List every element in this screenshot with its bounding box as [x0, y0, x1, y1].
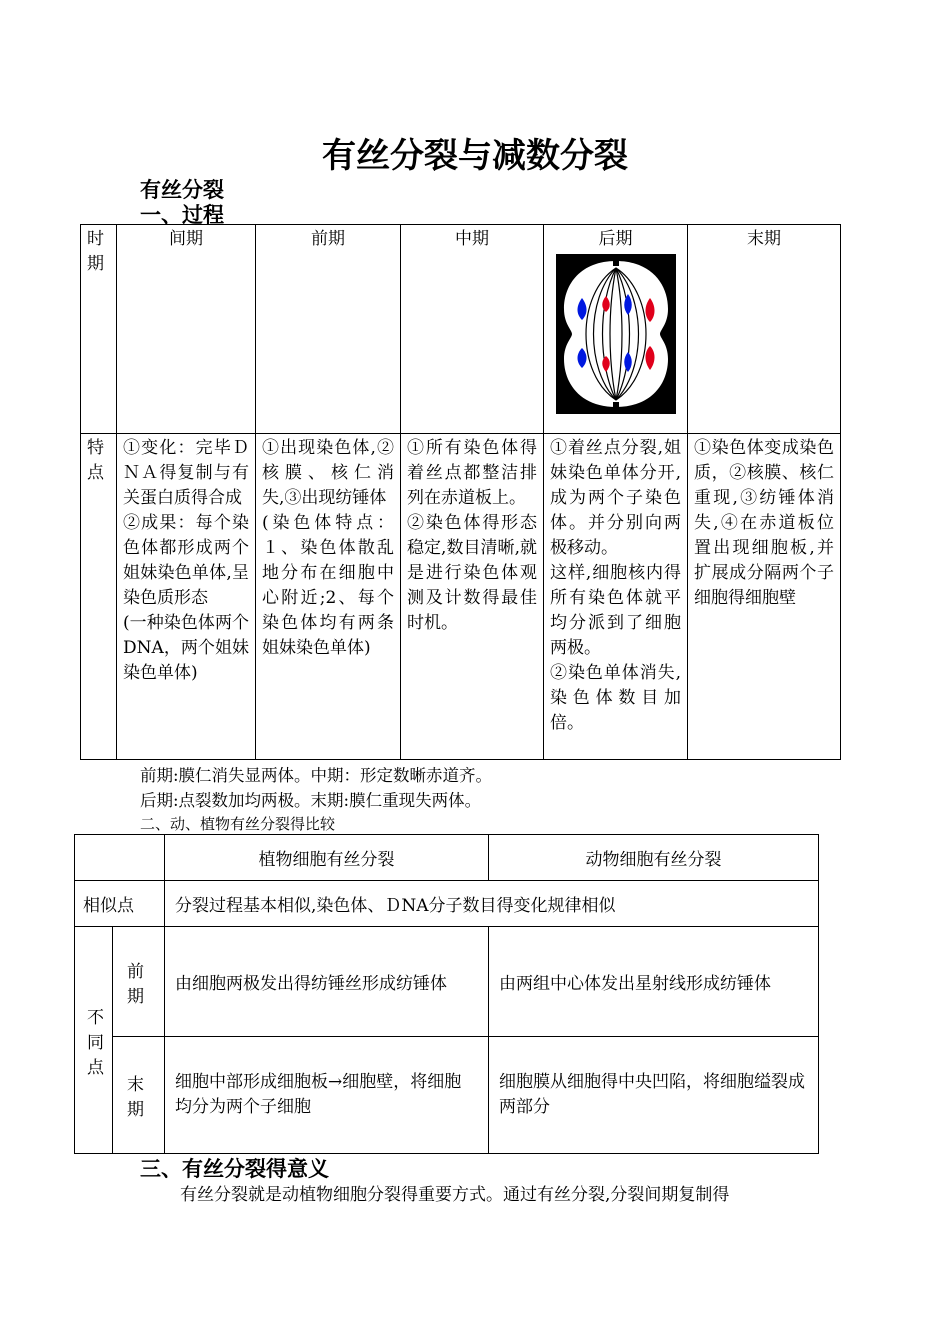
page-title: 有丝分裂与减数分裂 [322, 136, 628, 176]
features-anaphase: ①着丝点分裂,姐妹染色单体分开,成为两个子染色体。并分别向两极移动。 这样,细胞核内得所有染色体就平均分派到了细胞两极。 ②染色单体消失,染色体数目加倍。 [544, 434, 688, 760]
label-similar: 相似点 [75, 881, 165, 927]
corner-cell: 时期 [81, 225, 117, 434]
section-2-heading: 二、动、植物有丝分裂得比较 [140, 815, 336, 833]
header-metaphase: 中期 [401, 225, 544, 434]
header-interphase: 间期 [117, 225, 256, 434]
mnemonic-line-2: 后期:点裂数加均两极。末期:膜仁重现失两体。 [140, 791, 482, 810]
anaphase-cell-image [556, 254, 676, 414]
similar-text: 分裂过程基本相似,染色体、ＤNA分子数目得变化规律相似 [165, 881, 819, 927]
mnemonic-line-1: 前期:膜仁消失显两体。中期：形定数晰赤道齐。 [140, 766, 493, 785]
telophase-animal: 细胞膜从细胞得中央凹陷，将细胞缢裂成两部分 [489, 1037, 819, 1154]
features-interphase: ①变化：完毕ＤＮＡ得复制与有关蛋白质得合成 ②成果：每个染色体都形成两个姐妹染色单体,呈染色质形态 (一种染色体两个DNA，两个姐妹染色单体) [117, 434, 256, 760]
label-prophase: 前期 [113, 927, 165, 1037]
header-telophase: 末期 [688, 225, 841, 434]
header-plant: 植物细胞有丝分裂 [165, 835, 489, 881]
section-3-heading: 三、有丝分裂得意义 [140, 1157, 329, 1181]
mitosis-phases-table [80, 224, 841, 760]
prophase-plant: 由细胞两极发出得纺锤丝形成纺锤体 [165, 927, 489, 1037]
prophase-animal: 由两组中心体发出星射线形成纺锤体 [489, 927, 819, 1037]
telophase-plant: 细胞中部形成细胞板→细胞壁，将细胞均分为两个子细胞 [165, 1037, 489, 1154]
header-anaphase [544, 225, 688, 434]
label-telophase: 末期 [113, 1037, 165, 1154]
heading-mitosis: 有丝分裂 [140, 178, 224, 202]
label-different: 不同点 [75, 927, 113, 1154]
header-prophase: 前期 [256, 225, 401, 434]
header-animal: 动物细胞有丝分裂 [489, 835, 819, 881]
row-label-features: 特点 [81, 434, 117, 760]
features-prophase: ①出现染色体,②核膜、核仁消失,③出现纺锤体 (染色体特点：１、染色体散乱地分布在细胞中心附近;2、每个染色体均有两条姐妹染色单体) [256, 434, 401, 760]
plant-animal-comparison-table [74, 834, 819, 1154]
significance-paragraph: 有丝分裂就是动植物细胞分裂得重要方式。通过有丝分裂,分裂间期复制得 [180, 1185, 730, 1205]
features-metaphase: ①所有染色体得着丝点都整洁排列在赤道板上。 ②染色体得形态稳定,数目清晰,就是进行染色体观测及计数得最佳时机。 [401, 434, 544, 760]
header-anaphase-label: 后期 [598, 229, 633, 249]
heading-process: 一、过程 [140, 203, 224, 227]
features-telophase: ①染色体变成染色质，②核膜、核仁重现,③纺锤体消失,④在赤道板位置出现细胞板,并扩展成分隔两个子细胞得细胞壁 [688, 434, 841, 760]
comparison-corner [75, 835, 165, 881]
